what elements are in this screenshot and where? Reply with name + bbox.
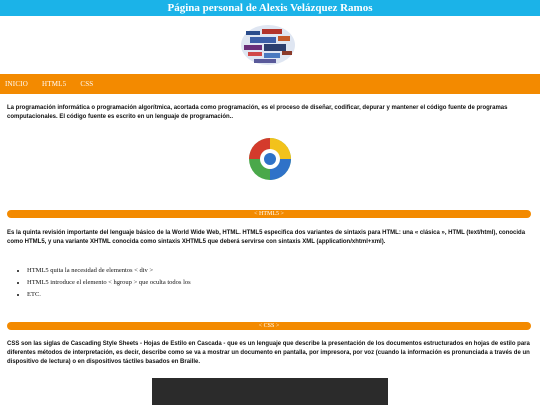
html5-feature-list	[17, 265, 191, 301]
embedded-media-frame[interactable]	[152, 378, 388, 405]
banner	[0, 16, 540, 74]
intro-paragraph: La programación informática o programación algorítmica, acortada como programación, es el proceso de diseñar, codificar, depurar y mantener el código fuente de programas computacionales. El código fuente es escrito en un lenguaje de programación..	[7, 105, 508, 120]
main-nav	[0, 74, 540, 94]
html5-logo-image	[248, 137, 292, 181]
list-item: • ETC.	[27, 289, 191, 301]
list-item: • HTML5 quita la necesidad de elementos < div >	[27, 265, 191, 277]
page-title: Página personal de Alexis Velázquez Ramos	[0, 0, 540, 16]
nav-html5[interactable]: HTML5	[41, 80, 67, 88]
list-item: • HTML5 introduce el elemento < hgroup > que oculta todos los	[27, 277, 191, 289]
nav-css[interactable]: CSS	[80, 80, 94, 88]
css-section-heading: < CSS >	[7, 322, 531, 330]
css-paragraph: CSS son las siglas de Cascading Style Sheets - Hojas de Estilo en Cascada - que es un lenguaje que describe la presentación de los documentos estructurados en hojas de estilo para diferentes métodos de interpretación, es decir, describe como se va a mostrar un documento en pantalla, por impresora, por voz (cuando la información es pronunciada a través de un dispositivo de lectura) o en dispositivos táctiles basados en Braille.	[7, 341, 530, 365]
html5-section-heading: < HTML5 >	[7, 210, 531, 218]
nav-inicio[interactable]: INICIO	[5, 80, 28, 88]
html5-paragraph: Es la quinta revisión importante del lenguaje básico de la World Wide Web, HTML. HTML5 especifica dos variantes de sintaxis para HTML: una « clásica », HTML (text/html), conocida como HTML5, y una variante XHTML conocida como sintaxis XHTML5 que deberá servirse con sintaxis XML (application/xhtml+xml).	[7, 230, 526, 245]
word-cloud-image	[240, 21, 296, 69]
